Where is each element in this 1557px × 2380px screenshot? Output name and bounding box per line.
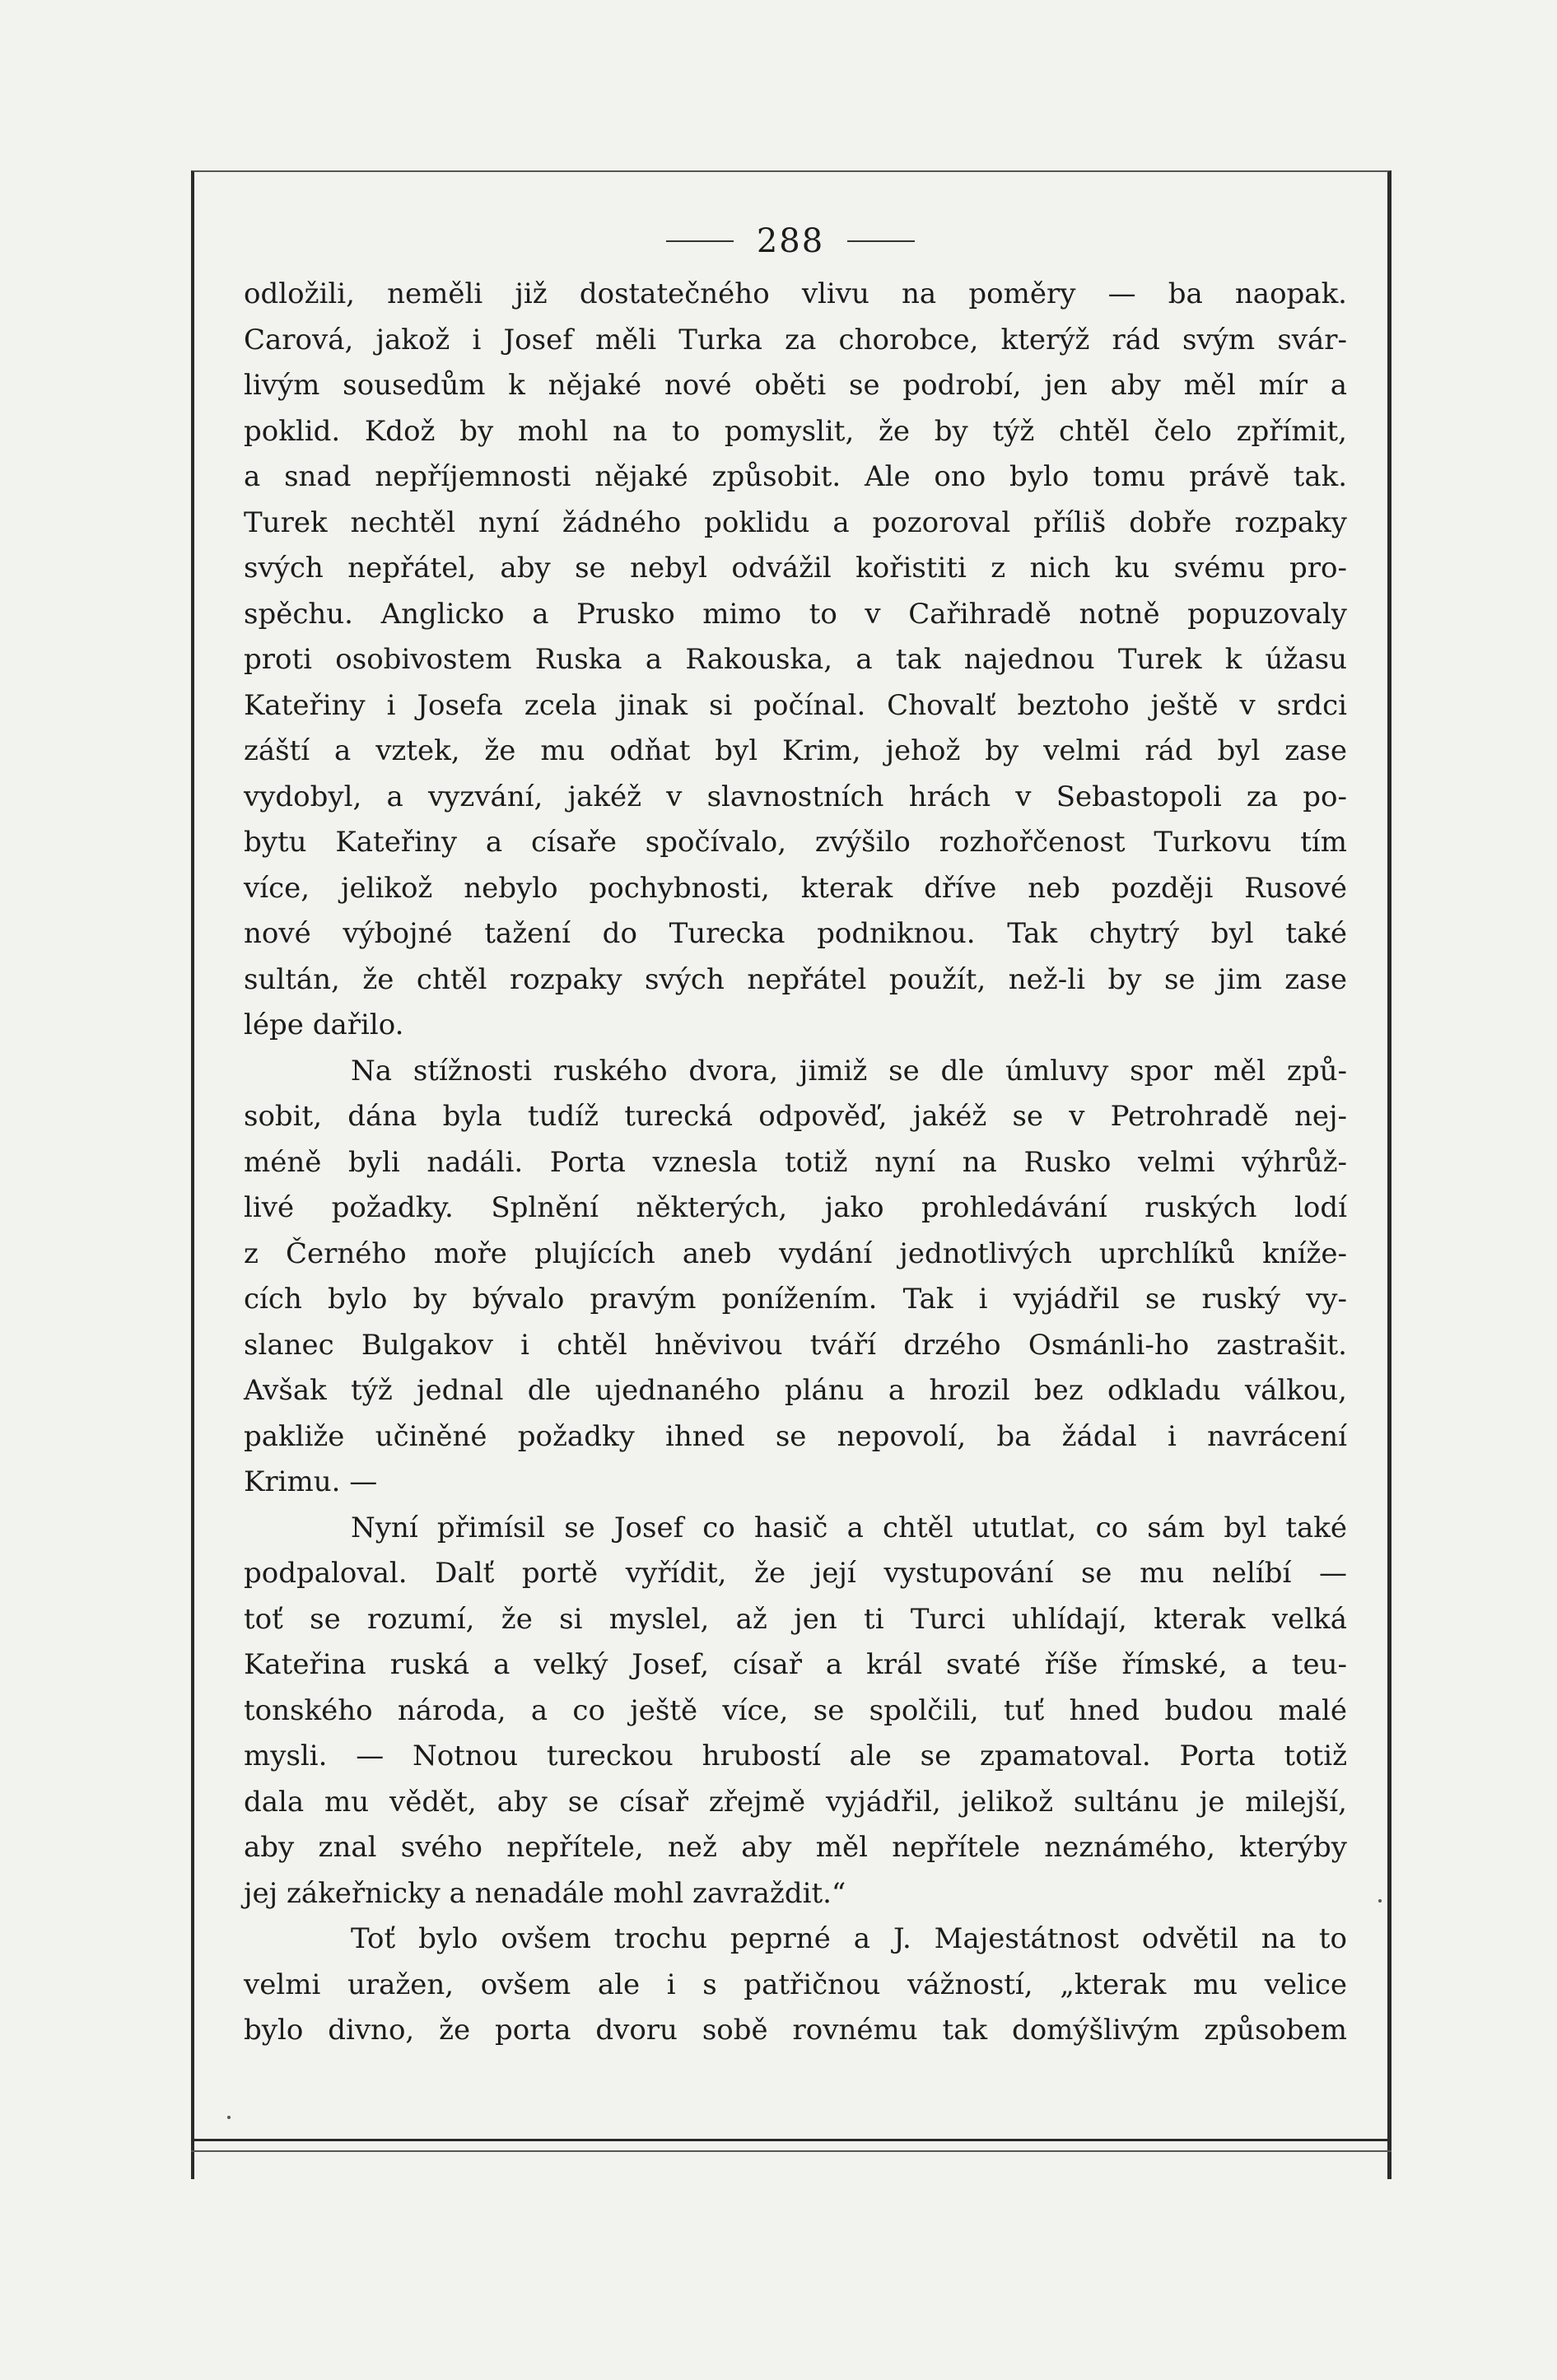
text-line: Toť bylo ovšem trochu peprné a J. Majestátnost odvětil na to xyxy=(351,1922,1347,1955)
text-line: a snad nepříjemnosti nějaké způsobit. Ale ono bylo tomu právě tak. xyxy=(244,460,1347,493)
scan-speck xyxy=(227,2116,231,2119)
text-line: poklid. Kdož by mohl na to pomyslit, že by týž chtěl čelo zpřímit, xyxy=(244,414,1347,448)
text-line: svých nepřátel, aby se nebyl odvážil kořistiti z nich ku svému pro- xyxy=(244,552,1347,585)
text-line: Turek nechtěl nyní žádného poklidu a pozoroval příliš dobře rozpaky xyxy=(244,505,1347,539)
text-line: podpaloval. Dalť portě vyřídit, že její vystupování se mu nelíbí — xyxy=(244,1557,1347,1590)
text-line: záští a vztek, že mu odňat byl Krim, jehož by velmi rád byl zase xyxy=(244,734,1347,767)
text-line: livé požadky. Splnění některých, jako prohledávání ruských lodí xyxy=(244,1191,1347,1224)
text-line: sobit, dána byla tudíž turecká odpověď, jakéž se v Petrohradě nej- xyxy=(244,1100,1347,1133)
text-line: Carová, jakož i Josef měli Turka za chorobce, kterýž rád svým svár- xyxy=(244,323,1347,356)
text-line: bylo divno, že porta dvoru sobě rovnému tak domýšlivým způsobem xyxy=(244,2014,1347,2047)
text-line: odložili, neměli již dostatečného vlivu na poměry — ba naopak. xyxy=(244,277,1347,310)
header-dash-left xyxy=(666,240,734,242)
text-line: Krimu. — xyxy=(244,1465,378,1498)
text-line: aby znal svého nepřítele, než aby měl nepřítele neznámého, kterýby xyxy=(244,1831,1347,1864)
text-line: méně byli nadáli. Porta vznesla totiž nyní na Rusko velmi výhrůž- xyxy=(244,1145,1347,1179)
header-dash-right xyxy=(847,240,915,242)
text-line: slanec Bulgakov i chtěl hněvivou tváří drzého Osmánli-ho zastrašit. xyxy=(244,1328,1347,1362)
text-line: proti osobivostem Ruska a Rakouska, a tak najednou Turek k úžasu xyxy=(244,643,1347,676)
text-line: z Černého moře plujících aneb vydání jednotlivých uprchlíků kníže- xyxy=(244,1237,1347,1270)
text-line: bytu Kateřiny a císaře spočívalo, zvýšilo rozhořčenost Turkovu tím xyxy=(244,826,1347,859)
page-header xyxy=(642,221,939,262)
text-line: Kateřina ruská a velký Josef, císař a král svaté říše římské, a teu- xyxy=(244,1648,1347,1681)
text-line: toť se rozumí, že si myslel, až jen ti Turci uhlídají, kterak velká xyxy=(244,1602,1347,1636)
text-line: cích bylo by bývalo pravým ponížením. Tak i vyjádřil se ruský vy- xyxy=(244,1283,1347,1316)
paragraph xyxy=(244,1049,1347,1506)
bottom-rule xyxy=(191,2139,1392,2141)
paragraph xyxy=(244,1917,1347,2054)
text-line: více, jelikož nebylo pochybnosti, kterak dříve neb později Rusové xyxy=(244,871,1347,905)
paragraph xyxy=(244,272,1347,1049)
text-line: sultán, že chtěl rozpaky svých nepřátel použít, než-li by se jim zase xyxy=(244,962,1347,996)
body-text xyxy=(244,272,1347,2054)
paragraph xyxy=(244,1506,1347,1917)
text-line: spěchu. Anglicko a Prusko mimo to v Cařihradě notně popuzovaly xyxy=(244,597,1347,631)
text-line: velmi uražen, ovšem ale i s patřičnou vážností, „kterak mu velice xyxy=(244,1968,1347,2001)
text-line: Na stížnosti ruského dvora, jimiž se dle úmluvy spor měl způ- xyxy=(351,1054,1347,1088)
text-line: Kateřiny i Josefa zcela jinak si počínal. Chovalť beztoho ještě v srdci xyxy=(244,688,1347,722)
text-line: lépe dařilo. xyxy=(244,1008,404,1041)
text-line: pakliže učiněné požadky ihned se nepovolí, ba žádal i navrácení xyxy=(244,1419,1347,1453)
text-line: Nyní přimísil se Josef co hasič a chtěl ututlat, co sám byl také xyxy=(351,1511,1347,1544)
text-line: mysli. — Notnou tureckou hrubostí ale se zpamatoval. Porta totiž xyxy=(244,1740,1347,1772)
text-line: vydobyl, a vyzvání, jakéž v slavnostních hrách v Sebastopoli za po- xyxy=(244,780,1347,813)
page-number: 288 xyxy=(756,222,825,260)
bottom-rule-thin xyxy=(191,2150,1392,2152)
text-line: tonského národa, a co ještě více, se spolčili, tuť hned budou malé xyxy=(244,1693,1347,1727)
text-line: jej zákeřnicky a nenadále mohl zavraždit.“ xyxy=(244,1876,846,1910)
scan-speck xyxy=(1378,1899,1382,1903)
text-line: dala mu vědět, aby se císař zřejmě vyjádřil, jelikož sultánu je milejší, xyxy=(244,1785,1347,1819)
text-line: livým sousedům k nějaké nové oběti se podrobí, jen aby měl mír a xyxy=(244,369,1347,402)
text-line: Avšak týž jednal dle ujednaného plánu a hrozil bez odkladu válkou, xyxy=(244,1374,1347,1407)
text-line: nové výbojné tažení do Turecka podniknou. Tak chytrý byl také xyxy=(244,917,1347,950)
